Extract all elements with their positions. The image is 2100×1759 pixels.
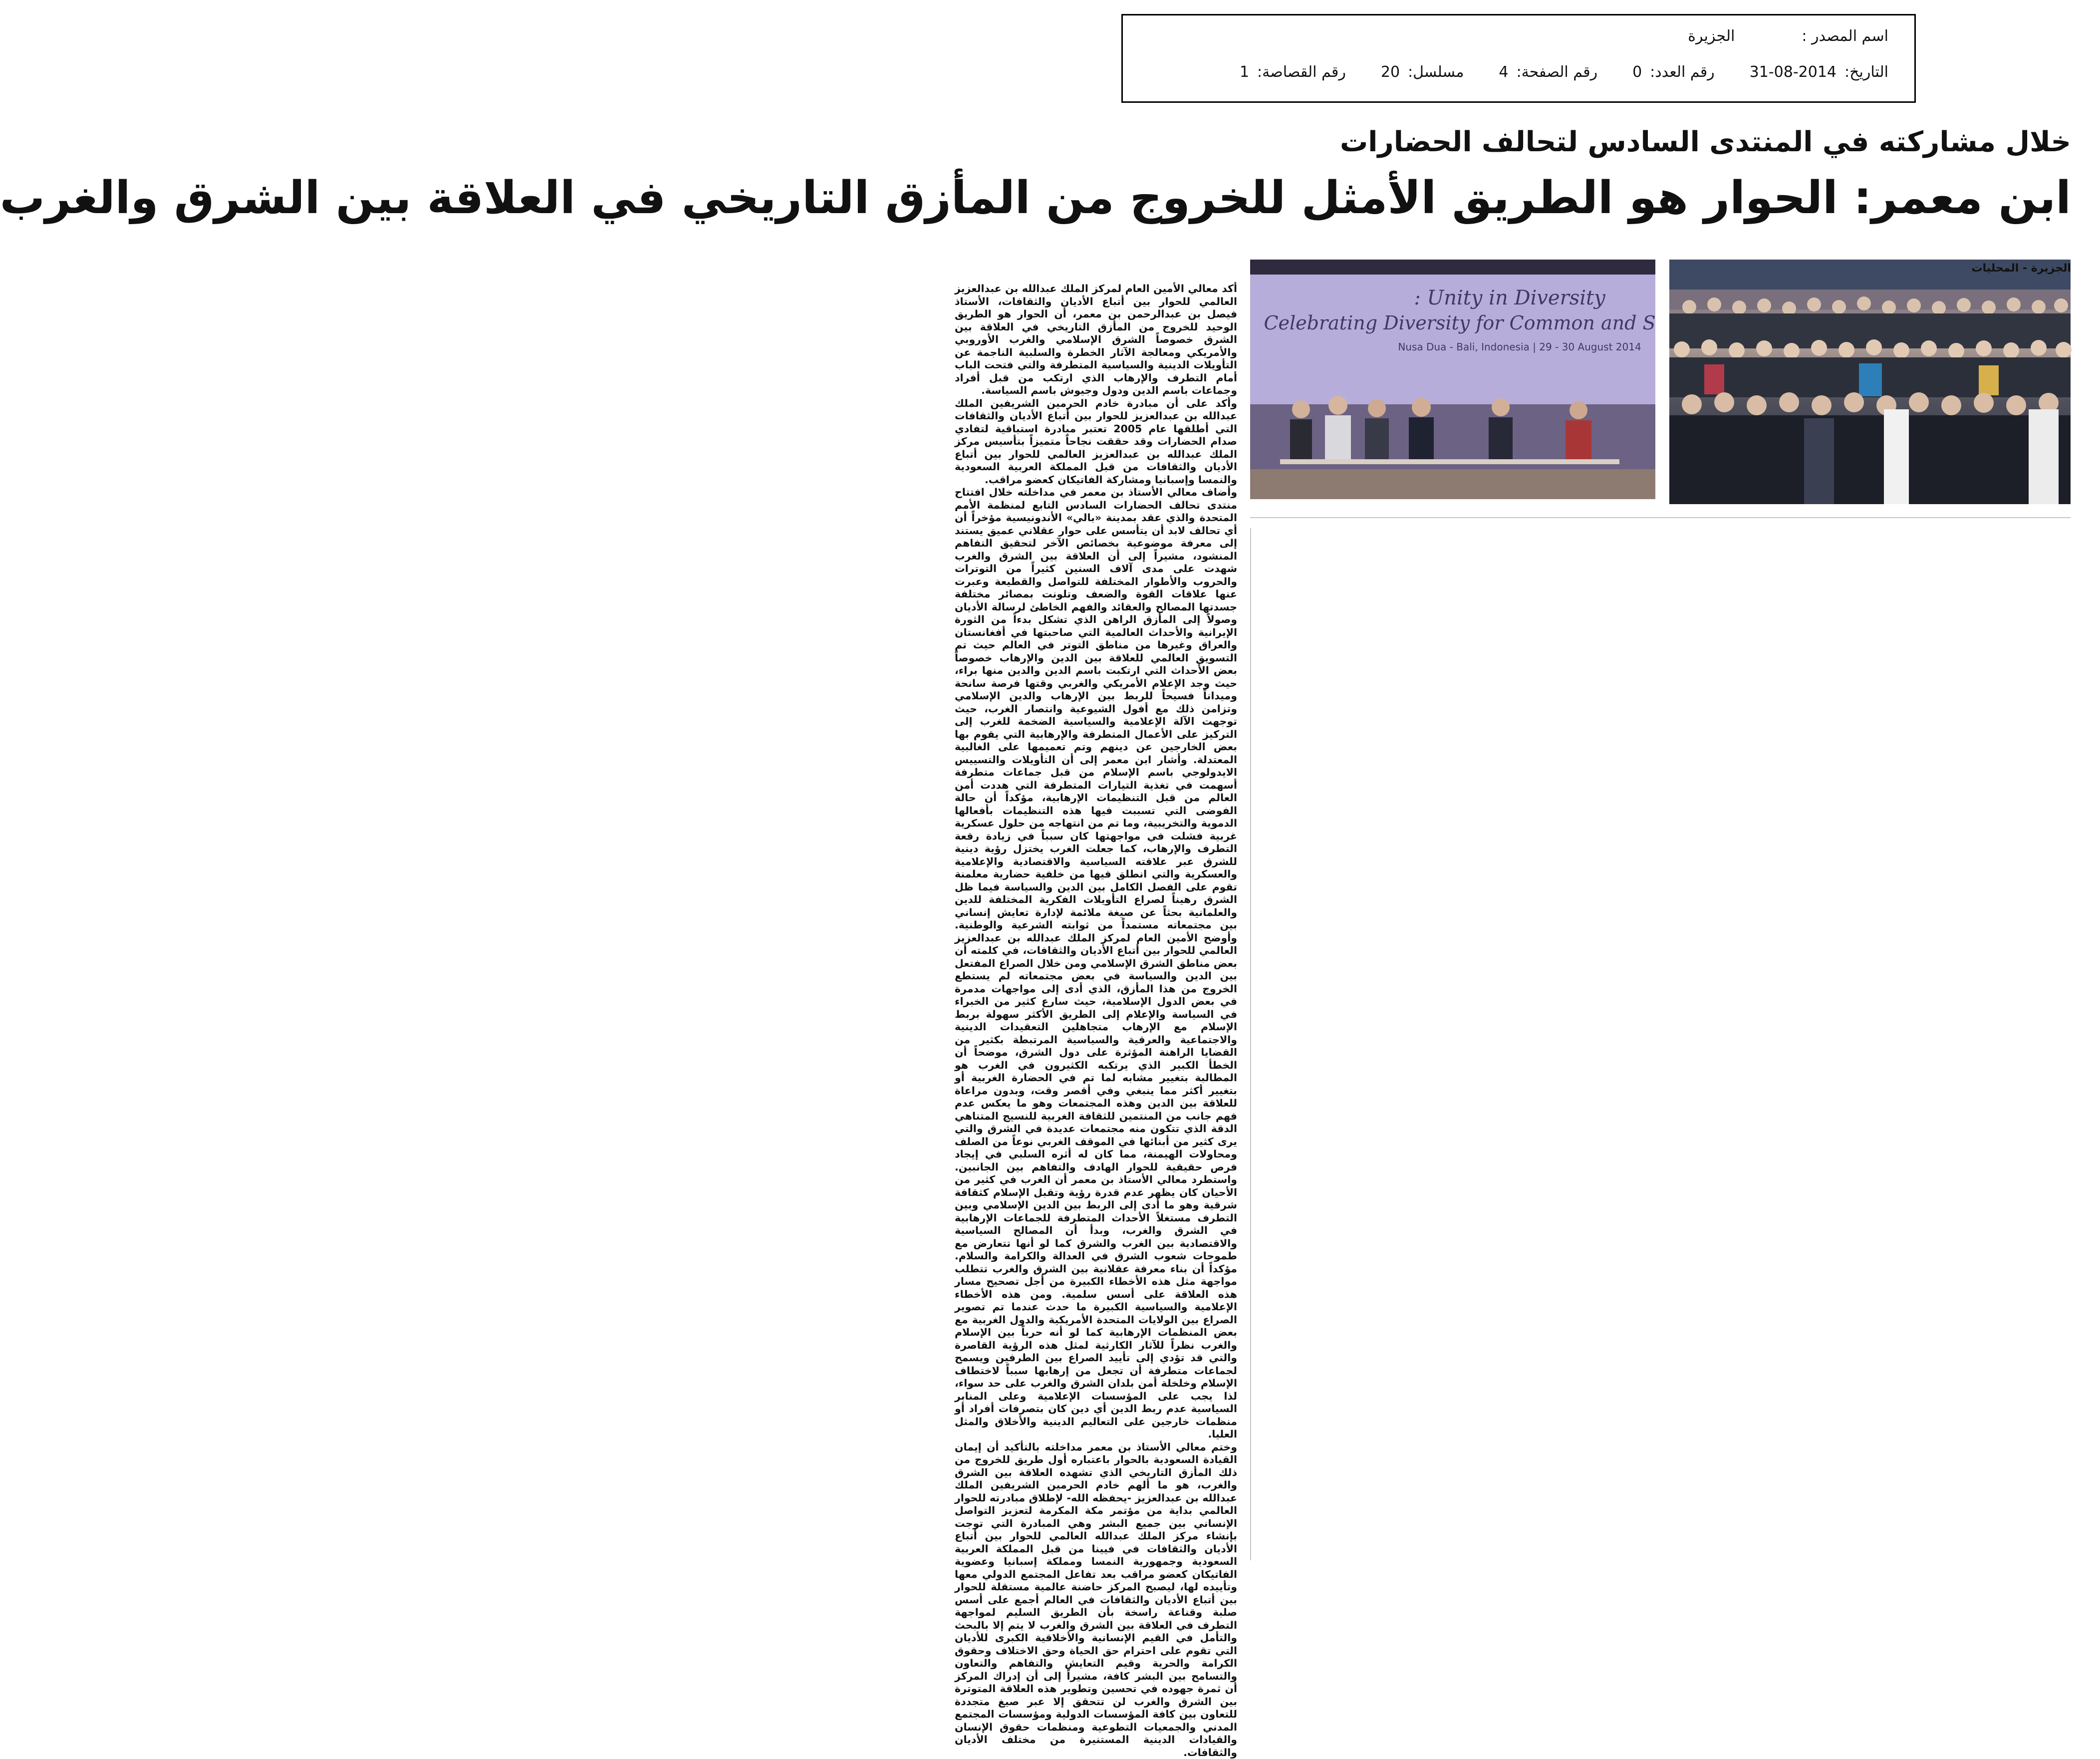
- page-label: رقم الصفحة:: [1517, 63, 1598, 81]
- source-row: [1688, 27, 1888, 45]
- page-value: 4: [1499, 63, 1508, 81]
- date-label: التاريخ:: [1844, 63, 1888, 81]
- group-photo: [1669, 260, 2071, 504]
- banner-subtitle: Celebrating Diversity for Common and S: [1264, 312, 1655, 334]
- article-subheadline: خلال مشاركته في المنتدى السادس لتحالف الحضارات: [1340, 126, 2071, 158]
- article-paragraph-4: وختم معالي الأستاذ بن معمر مداخلته بالتأكيد أن إيمان القيادة السعودية بالحوار باعتباره أول طريق للخروج من ذلك المأزق التاريخي الذي تشهده العلاقة بين الشرق والغرب، هو ما ألهم خادم الحرمين الشريفين الملك عبدالله بن عبدالعزيز -يحفظه الله- لإطلاق مبادرته للحوار العالمي بداية من مؤتمر مكة المكرمة لتعزيز التواصل الإنساني بين جميع البشر وهي المبادرة التي توجت بإنشاء مركز الملك عبدالله العالمي للحوار بين أتباع الأديان والثقافات في فيينا من قبل المملكة العربية السعودية وجمهورية النمسا ومملكة إسبانيا وعضوية الفاتيكان كعضو مراقب بعد تفاعل المجتمع الدولي معها وتأييده لها، ليصبح المركز حاضنة عالمية مستقلة للحوار بين أتباع الأديان والثقافات في العالم أجمع على أسس صلبة وقناعة راسخة بأن الطريق السليم لمواجهة التطرف في العلاقة بين الشرق والغرب لا يتم إلا بالبحث والتأمل في القيم الإنسانية والأخلاقية الكبرى للأديان التي تقوم على احترام حق الحياة وحق الاختلاف وحقوق الكرامة والحرية وقيم التعايش والتفاهم والتعاون والتسامح بين البشر كافة، مشيراً إلى أن إدراك المركز أن ثمرة جهوده في تحسين وتطوير هذه العلاقة المتوترة بين الشرق والغرب لن تتحقق إلا عبر صيغ متجددة للتعاون بين كافة المؤسسات الدولية ومؤسسات المجتمع المدني والجمعيات التطوعية ومنظمات حقوق الإنسان والقيادات الدينية المستنيرة من مختلف الأديان والثقافات.: [955, 1441, 1237, 1759]
- banner-title: Unity in Diversity :: [1414, 287, 1606, 309]
- serial-label: مسلسل:: [1408, 63, 1464, 81]
- clip-label: رقم القصاصة:: [1257, 63, 1346, 81]
- article-paragraph-1: أكد معالي الأمين العام لمركز الملك عبدالله بن عبدالعزيز العالمي للحوار بين أتباع الأديان والثقافات، الأستاذ فيصل بن عبدالرحمن بن معمر، أن الحوار هو الطريق الوحيد للخروج من المأزق التاريخي في العلاقة بين الشرق خصوصاً الشرق الإسلامي والغرب الأوروبي والأمريكي ومعالجة الآثار الخطرة والسلبية الناجمة عن التأويلات الدينية والسياسية المتطرفة والتي فتحت الباب أمام التطرف والإرهاب الذي ارتكب من قبل أفراد وجماعات باسم الدين ودول وجيوش باسم السياسة.: [955, 283, 1237, 397]
- vertical-divider: [1250, 528, 1251, 1560]
- issue-label: رقم العدد:: [1650, 63, 1715, 81]
- article-body: [955, 283, 1237, 1555]
- banner-place: Nusa Dua - Bali, Indonesia | 29 - 30 August 2014: [1398, 341, 1641, 353]
- article-headline: ابن معمر: الحوار هو الطريق الأمثل للخروج من المأزق التاريخي في العلاقة بين الشرق والغرب: [0, 176, 2071, 221]
- panel-photo: [1250, 260, 1655, 499]
- clip-details-row: [1240, 63, 1888, 81]
- clipping-metadata-box: [1121, 14, 1916, 103]
- serial-value: 20: [1381, 63, 1400, 81]
- horizontal-divider: [1250, 517, 2071, 518]
- group-photo-illustration: [1669, 260, 2071, 504]
- date-value: 31-08-2014: [1750, 63, 1837, 81]
- article-byline: الجزيرة - المحليات: [1972, 262, 2071, 275]
- source-label: اسم المصدر :: [1802, 27, 1888, 45]
- source-value: الجزيرة: [1688, 27, 1735, 45]
- article-paragraph-3: وأضاف معالي الأستاذ بن معمر في مداخلته خلال افتتاح منتدى تحالف الحضارات السادس التابع لمنظمة الأمم المتحدة والذي عقد بمدينة «بالي» الأندونيسية مؤخراً أن أي تحالف لابد أن يتأسس على حوار عقلاني عميق يستند إلى معرفة موضوعية بخصائص الآخر لتحقيق التفاهم المنشود، مشيراً إلى أن العلاقة بين الشرق والغرب شهدت على مدى آلاف السنين كثيراً من التوترات والحروب والأطوار المختلفة للتواصل والقطيعة وعبرت عنها علاقات القوة والضعف وتلونت بمصائر مختلفة جسدتها المصالح والعقائد والفهم الخاطئ لرسالة الأديان وصولاً إلى المأزق الراهن الذي تشكل بدءاً من الثورة الإيرانية والأحداث العالمية التي صاحبتها في أفغانستان والعراق وغيرها من مناطق التوتر في العالم حيث تم التسويق العالمي للعلاقة بين الدين والإرهاب خصوصاً بعض الأحداث التي ارتكبت باسم الدين والدين منها براء، حيث وجد الإعلام الأمريكي والغربي وقتها فرصة سانحة وميداناً فسيحاً للربط بين الإرهاب والدين الإسلامي وتزامن ذلك مع أفول الشيوعية وانتصار الغرب، حيث توجهت الآلة الإعلامية والسياسية الضخمة للغرب إلى التركيز على الأعمال المتطرفة والإرهابية التي يقوم بها بعض الخارجين عن دينهم وتم تعميمها على الغالبية المعتدلة. وأشار ابن معمر إلى أن التأويلات والتسييس الايدولوجي باسم الإسلام من قبل جماعات متطرفة أسهمت في تغذية التيارات المتطرفة التي هددت أمن العالم من قبل التنظيمات الإرهابية، مؤكداً أن حالة الفوضى التي تسببت فيها هذه التنظيمات بأفعالها الدموية والتخريبية، وما تم من انتهاجه من حلول عسكرية غربية فشلت في مواجهتها كان سبباً في زيادة رقعة التطرف والإرهاب، كما جعلت الغرب يختزل رؤية دينية للشرق عبر علاقته السياسية والاقتصادية والإعلامية والعسكرية والتي انطلق فيها من خلفية حضارية معلمنة تقوم على الفصل الكامل بين الدين والسياسة فيما ظل الشرق رهيناً لصراع التأويلات الفكرية المختلفة للدين والعلمانية بحثاً عن صيغة ملائمة لإدارة تعايش إنساني بين مجتمعاته مستمداً من ثوابته الشرعية والوطنية. وأوضح الأمين العام لمركز الملك عبدالله بن عبدالعزيز العالمي للحوار بين أتباع الأديان والثقافات، في كلمته أن بعض مناطق الشرق الإسلامي ومن خلال الصراع المفتعل بين الدين والسياسة في بعض مجتمعاته لم يستطع الخروج من هذا المأزق، الذي أدى إلى مواجهات مدمرة في بعض الدول الإسلامية، حيث سارع كثير من الخبراء في السياسة والإعلام إلى الطريق الأكثر سهولة بربط الإسلام مع الإرهاب متجاهلين التعقيدات الدينية والاجتماعية والعرقية والسياسية المرتبطة بكثير من القضايا الراهنة المؤثرة على دول الشرق، موضحاً أن الخطأ الكبير الذي يرتكبه الكثيرون في الغرب هو المطالبة بتغيير مشابه لما تم في الحضارة الغربية أو بتغيير أكثر مما ينبغي وفي أقصر وقت، وبدون مراعاة للعلاقة بين الدين وهذه المجتمعات وهو ما يعكس عدم فهم جانب من المنتمين للثقافة الغربية للنسيج المتناهي الدقة الذي تتكون منه مجتمعات عديدة في الشرق والتي يرى كثير من أبنائها في الموقف الغربي نوعاً من الصلف ومحاولات الهيمنة، مما كان له أثره السلبي في إيجاد فرص حقيقية للحوار الهادف والتفاهم بين الجانبين. واستطرد معالي الأستاذ بن معمر أن الغرب في كثير من الأحيان كان يظهر عدم قدرة رؤية وتقبل الإسلام كثقافة شرقية وهو ما أدى إلى الربط بين الدين الإسلامي وبين التطرف مستغلاً الأحداث المتطرفة للجماعات الإرهابية في الشرق والغرب، وبدأ أن المصالح السياسية والاقتصادية بين الغرب والشرق كما لو أنها تتعارض مع طموحات شعوب الشرق في العدالة والكرامة والسلام. مؤكداً أن بناء معرفة عقلانية بين الشرق والغرب تتطلب مواجهة مثل هذه الأخطاء الكبيرة من أجل تصحيح مسار هذه العلاقة على أسس سلمية. ومن هذه الأخطاء الإعلامية والسياسية الكبيرة ما حدث عندما تم تصوير الصراع بين الولايات المتحدة الأمريكية والدول الغربية مع بعض المنظمات الإرهابية كما لو أنه حرباً بين الإسلام والغرب نظراً للآثار الكارثية لمثل هذه الرؤية القاصرة والتي قد تؤدي إلى تأييد الصراع بين الطرفين ويسمح لجماعات متطرفة أن تجعل من إرهابها سبباً لاختطاف الإسلام وخلخلة أمن بلدان الشرق والغرب على حد سواء، لذا يجب على المؤسسات الإعلامية وعلى المنابر السياسية عدم ربط الدين أي دين كان بتصرفات أفراد أو منظمات خارجين على التعاليم الدينية والأخلاق والمثل العليا.: [955, 486, 1237, 1441]
- clip-value: 1: [1240, 63, 1249, 81]
- issue-value: 0: [1632, 63, 1642, 81]
- panel-photo-illustration: [1250, 260, 1655, 499]
- article-paragraph-2: وأكد على أن مبادرة خادم الحرمين الشريفين الملك عبدالله بن عبدالعزيز للحوار بين أتباع الأديان والثقافات التي أطلقها عام 2005 تعتبر مبادرة استباقية لتفادي صدام الحضارات وقد حققت نجاحاً متميزاً بتأسيس مركز الملك عبدالله بن عبدالعزيز العالمي للحوار بين أتباع الأديان والثقافات من قبل المملكة العربية السعودية والنمسا وإسبانيا ومشاركة الفاتيكان كعضو مراقب.: [955, 397, 1237, 487]
